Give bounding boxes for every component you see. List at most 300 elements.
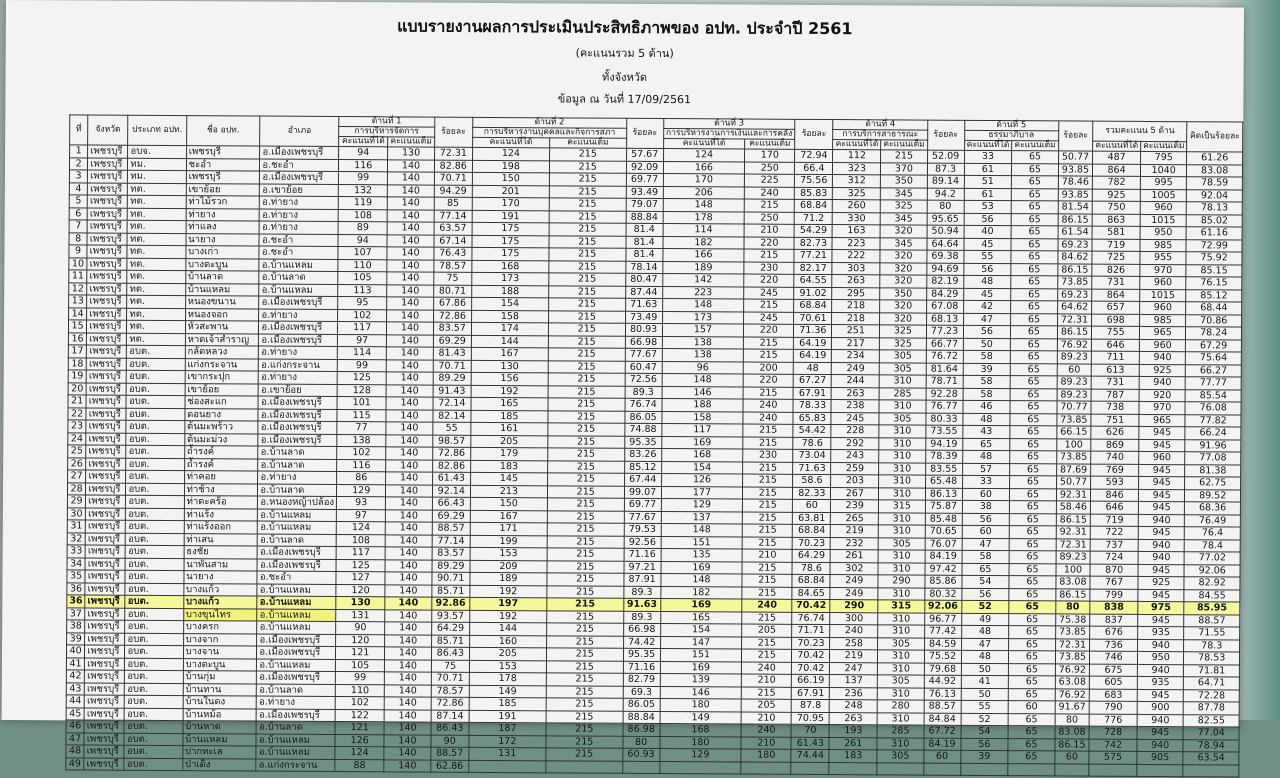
table-cell: 99.07 <box>624 486 661 499</box>
table-cell: 86.13 <box>925 488 962 501</box>
table-cell: 77.04 <box>1183 727 1239 740</box>
table-cell: 140 <box>387 359 433 372</box>
table-cell: 310 <box>878 612 924 625</box>
col-district: อำเภอ <box>260 116 339 146</box>
table-cell: 140 <box>385 622 431 635</box>
table-cell: 182 <box>660 586 742 599</box>
table-cell: อ.เมืองเพชรบุรี <box>259 321 338 334</box>
table-cell: อบต. <box>125 595 183 608</box>
table-cell: 215 <box>547 585 624 598</box>
table-cell: 722 <box>1090 526 1138 539</box>
table-cell: 77.67 <box>624 511 661 524</box>
table-cell: 81.43 <box>433 347 471 360</box>
table-cell: 215 <box>742 687 792 700</box>
table-cell: 65 <box>1010 388 1056 401</box>
table-cell: 142 <box>662 274 744 287</box>
table-cell: อบต. <box>125 645 183 658</box>
table-cell: 646 <box>1092 339 1140 352</box>
col-s5: ด้านที่ 5 <box>964 120 1058 131</box>
table-cell: อ.บ้านแหลม <box>257 584 336 597</box>
table-cell: 83.08 <box>1055 726 1090 739</box>
table-cell: 140 <box>385 559 431 572</box>
table-cell: 290 <box>830 600 878 613</box>
table-cell: 240 <box>742 599 792 612</box>
table-cell: 232 <box>831 537 879 550</box>
table-cell: 65 <box>1011 226 1057 239</box>
table-cell: 70.71 <box>433 360 471 373</box>
table-cell: 945 <box>1139 464 1185 477</box>
table-cell: 86.05 <box>623 698 660 711</box>
table-cell: 151 <box>661 536 743 549</box>
table-cell: 86.98 <box>623 723 660 736</box>
table-cell: 131 <box>336 609 385 622</box>
table-cell: ทม. <box>128 170 186 183</box>
table-cell: 140 <box>386 509 432 522</box>
table-cell: 88.57 <box>431 747 469 760</box>
table-cell: 85.48 <box>925 513 962 526</box>
table-cell: ทต. <box>127 258 185 271</box>
table-cell: 65 <box>1009 538 1055 551</box>
table-cell: 149 <box>469 685 546 698</box>
table-cell: 215 <box>549 260 626 273</box>
table-cell: 135 <box>661 549 743 562</box>
table-cell: 65 <box>1012 188 1058 201</box>
table-cell: 138 <box>337 434 386 447</box>
table-cell: 193 <box>829 725 877 738</box>
table-cell: อ.ท่ายาง <box>259 346 338 359</box>
table-cell: 248 <box>830 700 878 713</box>
table-cell: 64.55 <box>794 274 832 287</box>
table-cell: 85.12 <box>624 461 661 474</box>
table-cell: 25 <box>68 445 86 458</box>
table-cell: 119 <box>338 197 387 210</box>
table-cell: 58.6 <box>793 474 831 487</box>
table-cell: 205 <box>471 435 548 448</box>
table-cell: 85.02 <box>1187 214 1243 227</box>
table-cell: 740 <box>1091 451 1139 464</box>
table-cell: ท่ายาง <box>186 208 260 221</box>
table-cell: 148 <box>663 199 745 212</box>
table-cell: 198 <box>472 160 549 173</box>
table-cell: 215 <box>743 462 793 475</box>
table-cell: ต้นมะพร้าว <box>185 421 259 434</box>
table-cell: 310 <box>879 437 925 450</box>
table-cell: 945 <box>1138 526 1184 539</box>
table-cell: 258 <box>830 637 878 650</box>
table-cell: 975 <box>1138 601 1184 614</box>
table-cell: 960 <box>1139 339 1185 352</box>
table-cell: 215 <box>549 160 626 173</box>
table-cell: 87.91 <box>624 573 661 586</box>
table-cell: 240 <box>742 662 792 675</box>
table-cell: 77.82 <box>1185 414 1241 427</box>
table-cell: 1005 <box>1140 189 1186 202</box>
table-cell: 150 <box>472 172 549 185</box>
table-cell: 76.74 <box>792 612 830 625</box>
table-cell: 97.42 <box>925 563 962 576</box>
table-cell: 65 <box>1009 626 1055 639</box>
table-cell: 42 <box>963 300 1011 313</box>
table-cell: 117 <box>336 547 385 560</box>
table-cell: 192 <box>471 385 548 398</box>
table-cell: ต้นมะม่วง <box>184 433 258 446</box>
table-cell: 220 <box>744 237 794 250</box>
table-cell: อ.บ้านแหลม <box>257 659 336 672</box>
table-cell: 60.47 <box>625 361 662 374</box>
table-cell: 131 <box>469 747 546 760</box>
table-cell: 47 <box>962 538 1010 551</box>
table-cell: 683 <box>1089 689 1137 702</box>
table-cell: 940 <box>1138 539 1184 552</box>
table-cell: ท่าแร้งออก <box>184 521 258 534</box>
col-s4-full: คะแนนเต็ม <box>881 140 927 150</box>
table-cell: 799 <box>1090 589 1138 602</box>
table-cell: นายาง <box>186 233 260 246</box>
report-date: ข้อมูล ณ วันที่ 17/09/2561 <box>557 92 692 107</box>
table-cell: 102 <box>338 309 387 322</box>
table-cell: 146 <box>660 686 742 699</box>
table-cell: 83.57 <box>432 547 470 560</box>
table-cell: 657 <box>1092 301 1140 314</box>
table-cell: 92.28 <box>926 388 963 401</box>
table-cell: 728 <box>1089 726 1137 739</box>
table-cell: อ.ท่ายาง <box>259 309 338 322</box>
table-cell: 48 <box>794 362 832 375</box>
table-cell: เขาย้อย <box>186 183 260 196</box>
table-cell: เพชรบุรี <box>85 582 125 595</box>
table-cell: 72.86 <box>433 310 471 323</box>
table-cell: บ้านในดง <box>183 696 257 709</box>
table-cell: 769 <box>1091 464 1139 477</box>
table-cell: 137 <box>661 511 743 524</box>
table-cell: อ.บ้านแหลม <box>259 284 338 297</box>
table-cell: บ้านลาด <box>185 271 259 284</box>
table-cell: อบต. <box>126 483 184 496</box>
table-cell: กลัดหลวง <box>185 346 259 359</box>
table-cell: 93.49 <box>626 186 663 199</box>
table-cell: 63.57 <box>434 222 472 235</box>
table-cell <box>546 760 623 773</box>
table-cell: 312 <box>833 175 881 188</box>
table-cell: 45 <box>963 288 1011 301</box>
table-cell: 63.81 <box>793 512 831 525</box>
table-cell: 68.84 <box>793 524 831 537</box>
table-cell: เพชรบุรี <box>86 370 126 383</box>
table-cell: เขากระปุก <box>185 371 259 384</box>
col-s1-full: คะแนนเต็ม <box>388 137 434 147</box>
table-cell: 121 <box>335 722 384 735</box>
table-cell: 86 <box>337 472 386 485</box>
table-cell: 61.26 <box>1187 152 1243 165</box>
table-cell: 9 <box>69 245 87 258</box>
table-cell: 84.19 <box>925 550 962 563</box>
table-cell: 45 <box>66 707 84 720</box>
table-cell: อ.เมืองเพชรบุรี <box>257 709 336 722</box>
table-cell: 94.29 <box>434 185 472 198</box>
table-cell: 826 <box>1092 264 1140 277</box>
table-cell: 153 <box>469 660 546 673</box>
table-cell: อ.บ้านลาด <box>256 721 335 734</box>
table-cell: 65 <box>1009 551 1055 564</box>
table-cell: 132 <box>338 184 387 197</box>
table-cell: 140 <box>387 284 433 297</box>
table-cell: 305 <box>878 675 924 688</box>
table-cell: 173 <box>662 311 744 324</box>
table-cell: อบต. <box>125 695 183 708</box>
table-cell: อ.เมืองเพชรบุรี <box>257 559 336 572</box>
table-cell: 21 <box>68 395 86 408</box>
table-cell: อ.บ้านแหลม <box>256 734 335 747</box>
table-cell: ท่าแร้ง <box>184 508 258 521</box>
table-cell: 140 <box>386 397 432 410</box>
table-cell: 238 <box>831 400 879 413</box>
col-s3: ด้านที่ 3 <box>663 119 795 130</box>
table-cell: 78.59 <box>1187 177 1243 190</box>
table-cell: 45 <box>964 238 1012 251</box>
table-cell: 78.57 <box>431 685 469 698</box>
table-cell: 147 <box>660 636 742 649</box>
table-cell: 864 <box>1093 164 1141 177</box>
table-cell: 166 <box>663 161 745 174</box>
table-cell: 210 <box>742 549 792 562</box>
table-cell: 905 <box>1137 751 1183 764</box>
table-cell: 215 <box>546 673 623 686</box>
table-cell: 234 <box>832 350 880 363</box>
table-cell: เพชรบุรี <box>85 595 125 608</box>
table-cell: 160 <box>469 635 546 648</box>
table-cell: 88.84 <box>626 211 663 224</box>
table-cell: 107 <box>338 247 387 260</box>
col-s2-got: คะแนนที่ได้ <box>472 137 549 147</box>
table-cell: 140 <box>387 209 433 222</box>
table-cell: 85.83 <box>795 187 833 200</box>
table-cell: 140 <box>385 659 431 672</box>
table-cell: 205 <box>741 699 791 712</box>
table-cell: 78.4 <box>1185 539 1241 552</box>
table-cell: เพชรบุรี <box>85 645 125 658</box>
table-cell: 960 <box>1139 451 1185 464</box>
table-cell <box>1183 764 1239 777</box>
table-cell: 140 <box>385 634 431 647</box>
table-cell: 72.14 <box>433 397 471 410</box>
table-cell: 85 <box>434 197 472 210</box>
table-cell: 325 <box>833 187 881 200</box>
table-cell: 925 <box>1139 364 1185 377</box>
table-cell: 48 <box>961 650 1009 663</box>
table-cell: 57 <box>962 463 1010 476</box>
table-cell: 1040 <box>1140 164 1186 177</box>
table-cell: บางแก้ว <box>184 583 258 596</box>
table-cell: 140 <box>385 647 431 660</box>
table-cell: 215 <box>549 285 626 298</box>
table-cell: 94.69 <box>926 263 963 276</box>
table-cell: 795 <box>1141 151 1187 164</box>
table-cell: 731 <box>1091 376 1139 389</box>
table-cell: 90 <box>336 622 385 635</box>
table-cell: 80 <box>1055 713 1090 726</box>
table-cell: 148 <box>661 574 743 587</box>
table-cell: 215 <box>547 473 624 486</box>
table-cell: อบต. <box>126 495 184 508</box>
table-cell: 50.77 <box>1058 151 1093 164</box>
table-cell: 73.85 <box>1057 413 1092 426</box>
table-cell: เพชรบุรี <box>186 146 260 159</box>
table-cell: บางแก้ว <box>183 596 257 609</box>
table-cell: 215 <box>742 537 792 550</box>
table-cell: 218 <box>832 300 880 313</box>
table-cell: 169 <box>660 599 742 612</box>
table-cell: 310 <box>878 587 924 600</box>
table-cell: 210 <box>742 674 792 687</box>
table-cell: อบต. <box>126 445 184 458</box>
table-cell: 126 <box>661 474 743 487</box>
table-cell: 65 <box>1010 401 1056 414</box>
table-cell: 219 <box>830 650 878 663</box>
table-cell: 40 <box>964 225 1012 238</box>
table-cell: 65 <box>1011 263 1057 276</box>
table-cell: 95.35 <box>623 648 660 661</box>
table-cell: 68.84 <box>795 199 833 212</box>
table-cell: 76.74 <box>625 398 662 411</box>
table-cell: 129 <box>337 484 386 497</box>
table-cell: 69.3 <box>623 686 660 699</box>
table-cell: 82.92 <box>1184 577 1240 590</box>
table-cell: ชะอำ <box>186 158 260 171</box>
table-cell: 259 <box>831 462 879 475</box>
table-cell: เพชรบุรี <box>88 158 128 171</box>
table-cell: 215 <box>546 660 623 673</box>
table-cell: 64.71 <box>1184 677 1240 690</box>
table-cell: อบต. <box>126 520 184 533</box>
table-cell: 244 <box>832 375 880 388</box>
table-cell: อ.ท่ายาง <box>259 221 338 234</box>
table-cell: อบต. <box>126 470 184 483</box>
table-cell: 215 <box>549 235 626 248</box>
table-cell: 140 <box>387 322 433 335</box>
table-cell: อ.บ้านลาด <box>258 484 337 497</box>
table-cell: 215 <box>743 499 793 512</box>
table-cell: 64.62 <box>1057 301 1092 314</box>
col-s1-got: คะแนนที่ได้ <box>339 137 388 147</box>
table-cell: 81.38 <box>1185 464 1241 477</box>
table-cell: 70.42 <box>792 599 830 612</box>
table-cell: 83.26 <box>624 448 661 461</box>
table-cell: 215 <box>744 349 794 362</box>
table-cell: อบต. <box>126 545 184 558</box>
table-cell: เพชรบุรี <box>87 220 127 233</box>
table-cell: 900 <box>1137 701 1183 714</box>
table-cell: 44.92 <box>924 675 961 688</box>
table-cell: 56 <box>963 263 1011 276</box>
table-cell: 71.63 <box>793 462 831 475</box>
table-cell: 144 <box>471 335 548 348</box>
table-cell: 140 <box>386 522 432 535</box>
table-cell: 16 <box>68 332 86 345</box>
table-cell: 76.92 <box>1055 663 1090 676</box>
table-cell: 65 <box>1008 726 1054 739</box>
table-cell: 65 <box>1009 688 1055 701</box>
table-cell: 215 <box>549 148 626 161</box>
table-cell: ท่าตะคร้อ <box>184 496 258 509</box>
table-cell: อ.ท่ายาง <box>259 371 338 384</box>
table-cell: หนองขนาน <box>185 296 259 309</box>
table-cell: 305 <box>879 412 925 425</box>
table-cell: 65 <box>1010 513 1056 526</box>
table-cell: 91.02 <box>794 287 832 300</box>
table-cell: 170 <box>472 197 549 210</box>
table-cell: 167 <box>470 510 547 523</box>
table-cell: 77.77 <box>1186 377 1242 390</box>
table-cell: 128 <box>337 384 386 397</box>
table-cell: 746 <box>1090 651 1138 664</box>
table-cell: อบต. <box>125 708 183 721</box>
table-cell: 99 <box>335 672 384 685</box>
table-cell: 78.3 <box>1184 639 1240 652</box>
table-cell: 995 <box>1140 176 1186 189</box>
table-cell: 215 <box>549 173 626 186</box>
table-cell: 94 <box>338 234 387 247</box>
table-cell: 191 <box>472 210 549 223</box>
table-cell: 75.52 <box>924 650 961 663</box>
table-cell: 188 <box>472 285 549 298</box>
table-cell: 215 <box>548 373 625 386</box>
table-cell: เพชรบุรี <box>87 195 127 208</box>
table-cell: 215 <box>548 423 625 436</box>
table-cell: 960 <box>1140 276 1186 289</box>
table-cell: 320 <box>880 275 926 288</box>
table-cell: 36 <box>67 595 85 608</box>
table-cell: 215 <box>546 648 623 661</box>
table-cell: อ.ท่ายาง <box>257 696 336 709</box>
table-cell: 68.84 <box>794 299 832 312</box>
table-cell: 72.31 <box>434 147 472 160</box>
table-cell: 970 <box>1139 401 1185 414</box>
table-cell: ทต. <box>127 295 185 308</box>
table-cell: 945 <box>1138 489 1184 502</box>
table-cell <box>741 762 791 775</box>
table-cell: 140 <box>387 297 433 310</box>
table-cell: 960 <box>1140 301 1186 314</box>
table-cell: 67.91 <box>793 387 831 400</box>
table-cell: 151 <box>660 649 742 662</box>
table-cell: 93 <box>337 497 386 510</box>
table-cell: 6 <box>69 207 87 220</box>
table-cell: เพชรบุรี <box>86 495 126 508</box>
table-cell: 58.46 <box>1056 501 1091 514</box>
table-cell: 86.15 <box>1057 326 1092 339</box>
table-cell: 92.09 <box>626 161 663 174</box>
table-cell: 65 <box>1009 601 1055 614</box>
table-cell: อ.ชะอำ <box>260 159 339 172</box>
table-cell: 17 <box>68 345 86 358</box>
table-cell: 62.86 <box>430 760 468 773</box>
table-cell: 67.86 <box>433 297 471 310</box>
table-cell: 65 <box>1010 488 1056 501</box>
table-cell: 230 <box>744 262 794 275</box>
table-cell: 92.31 <box>1056 488 1091 501</box>
table-cell: 99 <box>339 172 388 185</box>
table-cell: 89.29 <box>433 372 471 385</box>
table-cell: 92.31 <box>1056 526 1091 539</box>
table-cell: บ้านหม้อ <box>183 708 257 721</box>
table-cell: 736 <box>1090 639 1138 652</box>
table-cell: 80 <box>1055 601 1090 614</box>
table-cell: 187 <box>469 722 546 735</box>
table-cell: 108 <box>336 534 385 547</box>
table-cell: 89.14 <box>927 175 964 188</box>
table-cell: 81.4 <box>626 236 663 249</box>
table-cell: 65 <box>1010 451 1056 464</box>
